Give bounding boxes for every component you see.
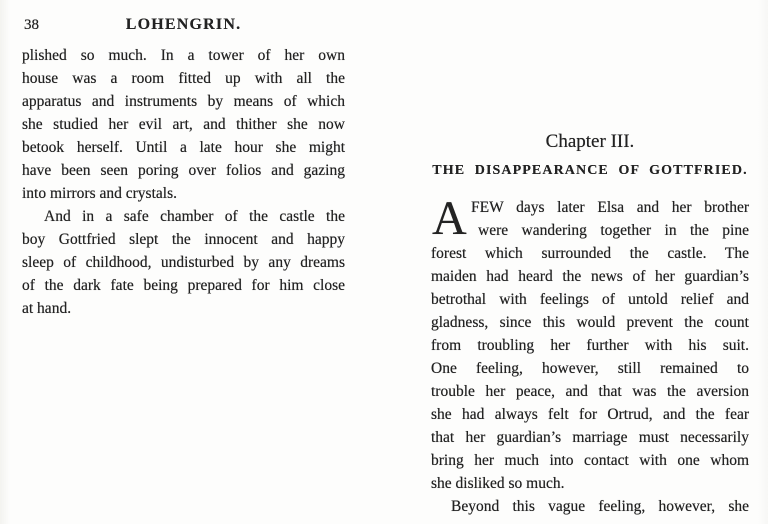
text-line: betook herself. Until a late hour she might	[22, 139, 345, 156]
text-line: forest which surrounded the castle. The	[431, 245, 749, 262]
text-line: trouble her peace, and that was the aversion	[431, 383, 749, 400]
text-line: One feeling, however, still remained to	[431, 360, 749, 377]
text-line: boy Gottfried slept the innocent and happy	[22, 231, 345, 248]
text-line: And in a safe chamber of the castle the	[44, 208, 345, 225]
left-page-header	[22, 16, 345, 33]
text-line: have been seen poring over folios and gazing	[22, 162, 345, 179]
page-number: 38	[24, 17, 39, 33]
text-line: betrothal with feelings of untold relief and	[431, 291, 749, 308]
text-line: Beyond this vague feeling, however, she	[451, 498, 749, 515]
running-header: LOHENGRIN.	[125, 16, 242, 33]
text-line: that her guardian’s marriage must necessarily	[431, 429, 749, 446]
left-page-body	[22, 44, 345, 320]
paragraph	[22, 205, 345, 320]
chapter-heading: Chapter III.	[545, 131, 635, 152]
text-line: she had always felt for Ortrud, and the fear	[431, 406, 749, 423]
text-line: from troubling her further with his suit.	[431, 337, 749, 354]
text-line: were wandering together in the pine	[478, 222, 749, 239]
left-page	[22, 0, 345, 320]
text-line: she studied her evil art, and thither she now	[22, 116, 345, 133]
text-line: apparatus and instruments by means of which	[22, 93, 345, 110]
text-line: plished so much. In a tower of her own	[22, 47, 345, 64]
text-line: house was a room fitted up with all the	[22, 70, 345, 87]
text-line: at hand.	[22, 300, 72, 317]
text-line: into mirrors and crystals.	[22, 185, 177, 202]
right-page-body	[431, 192, 749, 518]
text-line: FEW days later Elsa and her brother	[471, 199, 749, 216]
text-line: of the dark fate being prepared for him close	[22, 277, 345, 294]
paragraph	[431, 192, 749, 495]
text-line: gladness, since this would prevent the count	[431, 314, 749, 331]
chapter-title: THE DISAPPEARANCE OF GOTTFRIED.	[432, 163, 748, 178]
text-line: sleep of childhood, undisturbed by any dreams	[22, 254, 345, 271]
text-line: maiden had heard the news of her guardian’s	[431, 268, 749, 285]
text-line: bring her much into contact with one whom	[431, 452, 749, 469]
paragraph	[22, 44, 345, 205]
paragraph	[431, 495, 749, 518]
text-line: she disliked so much.	[431, 475, 565, 492]
drop-cap: A	[432, 192, 467, 245]
